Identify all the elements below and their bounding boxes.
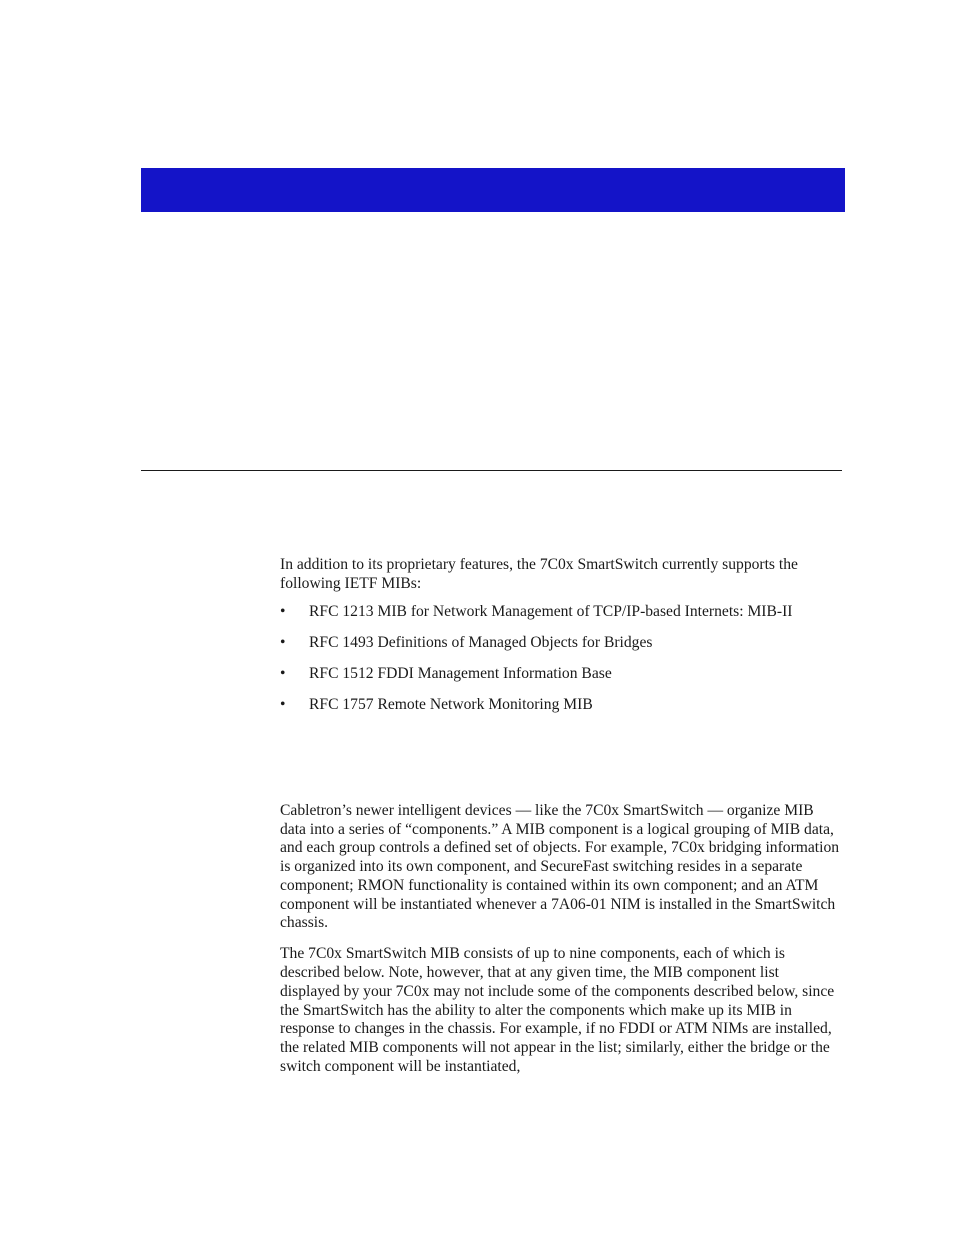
- section-divider: [141, 470, 842, 471]
- mib-list: [280, 603, 842, 727]
- bullet-icon: •: [280, 696, 286, 714]
- supported-mibs-section: [280, 556, 842, 727]
- mib-item-text: RFC 1213 MIB for Network Management of TCP/IP-based Internets: MIB-II: [309, 603, 793, 621]
- chapter-header-bar: [141, 168, 845, 212]
- body-paragraph: Cabletron’s newer intelligent devices — like the 7C0x SmartSwitch — organize MIB data into a series of “components.” A MIB component is a logical grouping of MIB data, and each group controls a defined set of objects. For example, 7C0x bridging information is organized into its own component, and SecureFast switching resides in a separate component; RMON functionality is contained within its own component; and an ATM component will be instantiated whenever a 7A06-01 NIM is installed in the SmartSwitch chassis.: [280, 802, 840, 932]
- mib-item-text: RFC 1512 FDDI Management Information Base: [309, 665, 612, 683]
- bullet-icon: •: [280, 665, 286, 683]
- list-item: [280, 665, 842, 696]
- mib-item-text: RFC 1757 Remote Network Monitoring MIB: [309, 696, 593, 714]
- list-item: [280, 634, 842, 665]
- list-item: [280, 603, 842, 634]
- mib-components-section: [280, 802, 842, 1089]
- bullet-icon: •: [280, 603, 286, 621]
- list-item: [280, 696, 842, 727]
- mib-item-text: RFC 1493 Definitions of Managed Objects for Bridges: [309, 634, 653, 652]
- bullet-icon: •: [280, 634, 286, 652]
- body-paragraph: The 7C0x SmartSwitch MIB consists of up to nine components, each of which is described below. Note, however, that at any given time, the MIB component list displayed by your 7C0x may not include some of the components described below, since the SmartSwitch has the ability to alter the components which make up its MIB in response to changes in the chassis. For example, if no FDDI or ATM NIMs are installed, the related MIB components will not appear in the list; similarly, either the bridge or the switch component will be instantiated,: [280, 945, 835, 1075]
- intro-paragraph: In addition to its proprietary features, the 7C0x SmartSwitch currently supports the following IETF MIBs:: [280, 556, 798, 592]
